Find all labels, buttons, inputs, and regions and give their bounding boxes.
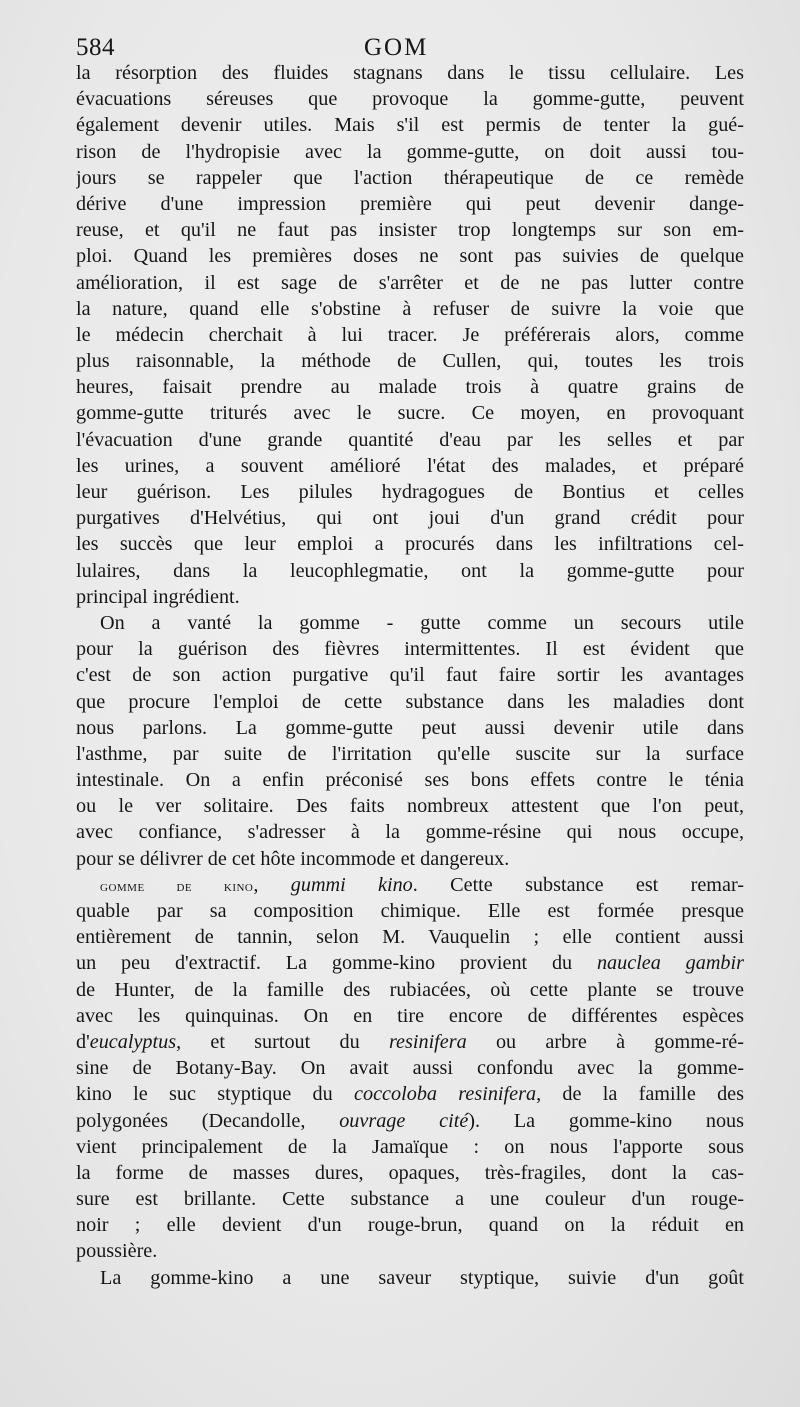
text-line: noir ; elle devient d'un rouge-brun, quand on la réduit en [76,1214,744,1237]
text-fragment: d' [76,1030,90,1053]
text-line: jours se rappeler que l'action thérapeutique de ce remède [76,166,744,189]
text-line: lulaires, dans la leucophlegmatie, ont la gomme-gutte pour [76,559,744,582]
text-line [76,1081,744,1107]
text-line: les urines, a souvent amélioré l'état des malades, et préparé [76,454,744,477]
body-text [76,60,744,1291]
text-line: La gomme-kino a une saveur styptique, suivie d'un goût [100,1266,744,1289]
text-line: la forme de masses dures, opaques, très-fragiles, dont la cas- [76,1161,744,1184]
paragraph-saveur [76,1265,744,1291]
text-fragment: ). La gomme-kino nous [468,1109,744,1132]
latin-name: coccoloba resinifera [354,1083,537,1106]
text-line: l'asthme, par suite de l'irritation qu'elle suscite sur la surface [76,742,744,765]
text-line: c'est de son action purgative qu'il faut faire sortir les avantages [76,664,744,687]
text-line: On a vanté la gomme - gutte comme un secours utile [100,611,744,634]
text-fragment: . Cette substance est remar- [412,873,744,896]
text-line: gomme-gutte triturés avec le sucre. Ce moyen, en provoquant [76,402,744,425]
paragraph-fievres [76,610,744,872]
text-fragment: , de la famille des [536,1083,744,1106]
text-fragment: kino le suc styptique du [76,1083,355,1106]
text-line: de Hunter, de la famille des rubiacées, où cette plante se trouve [76,978,744,1001]
text-line: pour la guérison des fièvres intermittentes. Il est évident que [76,638,744,661]
text-line: poussière. [76,1240,158,1263]
text-fragment: un peu d'extractif. La gomme-kino provient du [76,952,597,975]
entry-latin-name: gummi kino [290,873,413,896]
text-line [76,1029,744,1055]
text-line: avec les quinquinas. On en tire encore de différentes espèces [76,1004,744,1027]
text-line: ploi. Quand les premières doses ne sont pas suivies de quelque [76,245,744,268]
text-line: intestinale. On a enfin préconisé ses bons effets contre le ténia [76,769,744,792]
text-line: reuse, et qu'il ne faut pas insister trop longtemps sur son em- [76,219,744,242]
text-line: la résorption des fluides stagnans dans le tissu cellulaire. Les [76,62,744,84]
text-line: amélioration, il est sage de s'arrêter et de ne pas lutter contre [76,271,744,294]
running-head: GOM [364,34,429,61]
text-line: les succès que leur emploi a procurés dans les infiltrations cel- [76,533,744,556]
text-line: heures, faisait prendre au malade trois à quatre grains de [76,376,744,399]
latin-name: resinifera [388,1030,467,1053]
text-fragment: , et surtout du [176,1030,389,1053]
text-line: sure est brillante. Cette substance a une couleur d'un rouge- [76,1188,744,1211]
page-number: 584 [76,34,115,61]
text-line: ou le ver solitaire. Des faits nombreux attestent que l'on peut, [76,795,744,818]
text-line: le médecin cherchait à lui tracer. Je préférerais alors, comme [76,323,744,346]
text-line: dérive d'une impression première qui peut devenir dange- [76,192,744,215]
latin-name: eucalyptus [89,1030,177,1053]
text-line: plus raisonnable, la méthode de Cullen, qui, toutes les trois [76,350,744,373]
text-line: avec confiance, s'adresser à la gomme-résine qui nous occupe, [76,821,744,844]
entry-term: gomme de kino [100,877,254,895]
text-line: pour se délivrer de cet hôte incommode et dangereux. [76,847,510,870]
text-line: évacuations séreuses que provoque la gomme-gutte, peuvent [76,88,744,111]
text-line: que procure l'emploi de cette substance dans les maladies dont [76,690,744,713]
text-line: également devenir utiles. Mais s'il est permis de tenter la gué- [76,114,744,137]
text-line [76,1108,744,1134]
text-line: principal ingrédient. [76,585,240,608]
text-line: la nature, quand elle s'obstine à refuser de suivre la voie que [76,297,744,320]
text-line: sine de Botany-Bay. On avait aussi confondu avec la gomme- [76,1057,744,1080]
text-line: l'évacuation d'une grande quantité d'eau par les selles et par [76,428,744,451]
text-fragment: polygonées (Decandolle, [76,1109,340,1132]
text-fragment: ou arbre à gomme-ré- [466,1030,744,1053]
citation: ouvrage cité [339,1109,469,1132]
text-line: rison de l'hydropisie avec la gomme-gutte, on doit aussi tou- [76,140,744,163]
text-line [76,950,744,976]
text-line: nous parlons. La gomme-gutte peut aussi devenir utile dans [76,716,744,739]
text-line: quable par sa composition chimique. Elle est formée presque [76,900,744,922]
text-line: vient principalement de la Jamaïque : on nous l'apporte sous [76,1135,744,1158]
text-line: gomme de kino, gummi kino. Cette substance est remar- [100,873,744,896]
paragraph-gomme-de-kino [76,872,744,1265]
text-line: leur guérison. Les pilules hydragogues de Bontius et celles [76,481,744,503]
text-line: purgatives d'Helvétius, qui ont joui d'un grand crédit pour [76,507,744,530]
latin-name: nauclea gambir [596,952,744,975]
text-line: entièrement de tannin, selon M. Vauquelin ; elle contient aussi [76,926,744,949]
paragraph-hydropisie [76,60,744,610]
